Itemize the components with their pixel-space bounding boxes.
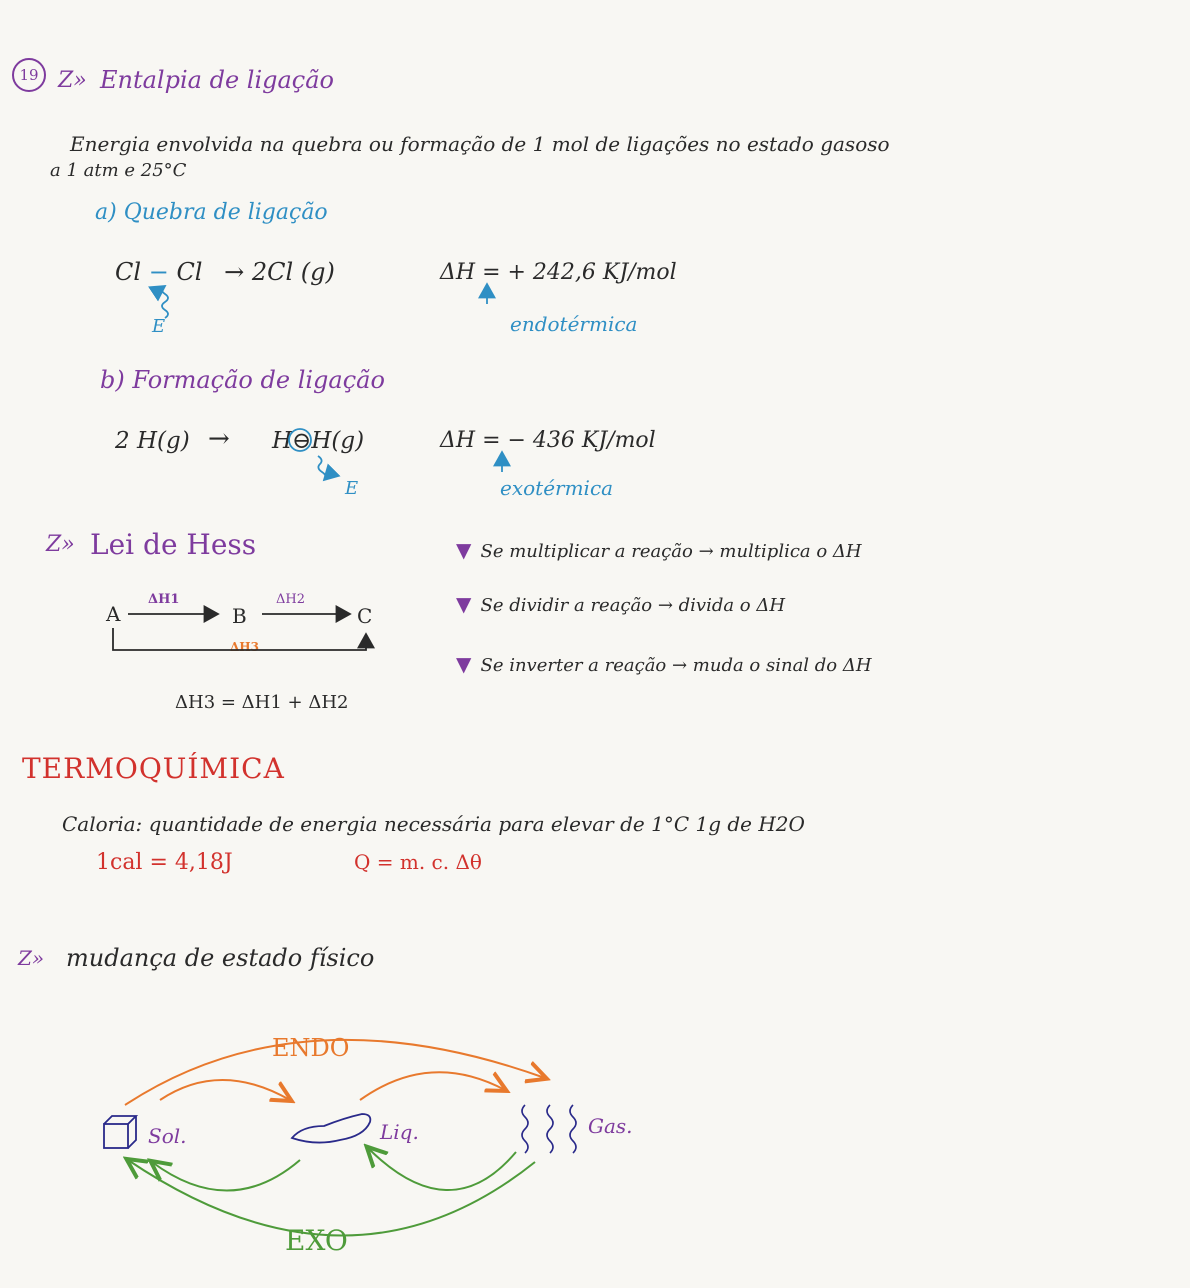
entalpia-bullet: Z»	[58, 68, 87, 93]
hess-node-c: C	[357, 604, 373, 628]
mudanca-bullet: Z»	[18, 946, 45, 970]
entalpia-definition-line1: Energia envolvida na quebra ou formação de 1 mol de ligações no estado gasoso	[70, 132, 890, 156]
gas-waves-icon	[522, 1105, 576, 1153]
exo-arrow-gas-liquid	[368, 1148, 516, 1190]
formacao-energy-mark: E	[345, 478, 359, 499]
formacao-type: exotérmica	[500, 476, 614, 500]
pin-icon: ▼	[456, 538, 472, 562]
endo-arrow-solid-liquid	[160, 1080, 290, 1100]
hess-dh3: ΔH3	[230, 640, 259, 654]
hess-formula: ΔH3 = ΔH1 + ΔH2	[175, 692, 349, 713]
formacao-delta-h: ΔH = − 436 KJ/mol	[440, 428, 656, 453]
hess-bullet: Z»	[46, 532, 75, 557]
caloria-definition: Caloria: quantidade de energia necessária para elevar de 1°C 1g de H2O	[62, 812, 805, 836]
cube-icon	[104, 1116, 136, 1148]
quebra-energy-mark: E	[152, 316, 166, 337]
quebra-reactant-left: Cl	[115, 258, 142, 286]
hess-dh2: ΔH2	[276, 592, 305, 607]
exo-arrow-gas-solid	[128, 1160, 535, 1236]
endo-label: ENDO	[272, 1034, 350, 1062]
formacao-product: H⊖H(g)	[272, 428, 365, 454]
bond-circle-icon	[289, 429, 311, 451]
hess-title: Lei de Hess	[90, 528, 257, 561]
caloria-equivalence: 1cal = 4,18J	[96, 850, 233, 875]
liquid-puddle-icon	[292, 1114, 370, 1143]
quebra-reactant-right: Cl	[176, 258, 203, 286]
pin-icon: ▼	[456, 592, 472, 616]
entalpia-definition-line2: a 1 atm e 25°C	[50, 160, 187, 181]
liquid-label: Liq.	[380, 1120, 419, 1144]
exo-arrow-liquid-solid	[152, 1160, 300, 1191]
termoquimica-title: TERMOQUÍMICA	[22, 752, 285, 785]
quebra-type: endotérmica	[510, 312, 638, 336]
solid-label: Sol.	[148, 1124, 187, 1148]
quebra-bond: −	[148, 258, 169, 286]
hess-rule-text: Se multiplicar a reação → multiplica o ΔH	[480, 541, 862, 562]
hess-arrow-a-c	[113, 628, 366, 650]
mudanca-title: mudança de estado físico	[66, 944, 375, 972]
formacao-arrow: →	[208, 424, 230, 454]
pin-icon: ▼	[456, 652, 472, 676]
hess-node-a: A	[106, 602, 121, 626]
endo-arrow-solid-gas	[125, 1040, 545, 1105]
endo-arrow-liquid-gas	[360, 1072, 505, 1100]
quebra-title: a) Quebra de ligação	[95, 200, 328, 225]
hess-rule-text: Se inverter a reação → muda o sinal do ΔH	[480, 655, 872, 676]
quebra-product: → 2Cl (g)	[224, 258, 335, 286]
formacao-reagent: 2 H(g)	[115, 428, 190, 454]
energy-squiggle-icon	[162, 286, 168, 318]
entalpia-title: Entalpia de ligação	[100, 66, 334, 94]
page-number: 19	[19, 66, 39, 84]
hess-node-b: B	[232, 604, 247, 628]
energy-release-squiggle-icon	[318, 456, 326, 480]
hess-dh1: ΔH1	[148, 592, 180, 607]
heat-formula: Q = m. c. Δθ	[354, 850, 482, 874]
gas-label: Gas.	[588, 1114, 633, 1138]
exo-label: EXO	[285, 1224, 348, 1257]
hess-rule-text: Se dividir a reação → divida o ΔH	[480, 595, 786, 616]
formacao-title: b) Formação de ligação	[100, 366, 385, 394]
quebra-delta-h: ΔH = + 242,6 KJ/mol	[440, 260, 677, 285]
